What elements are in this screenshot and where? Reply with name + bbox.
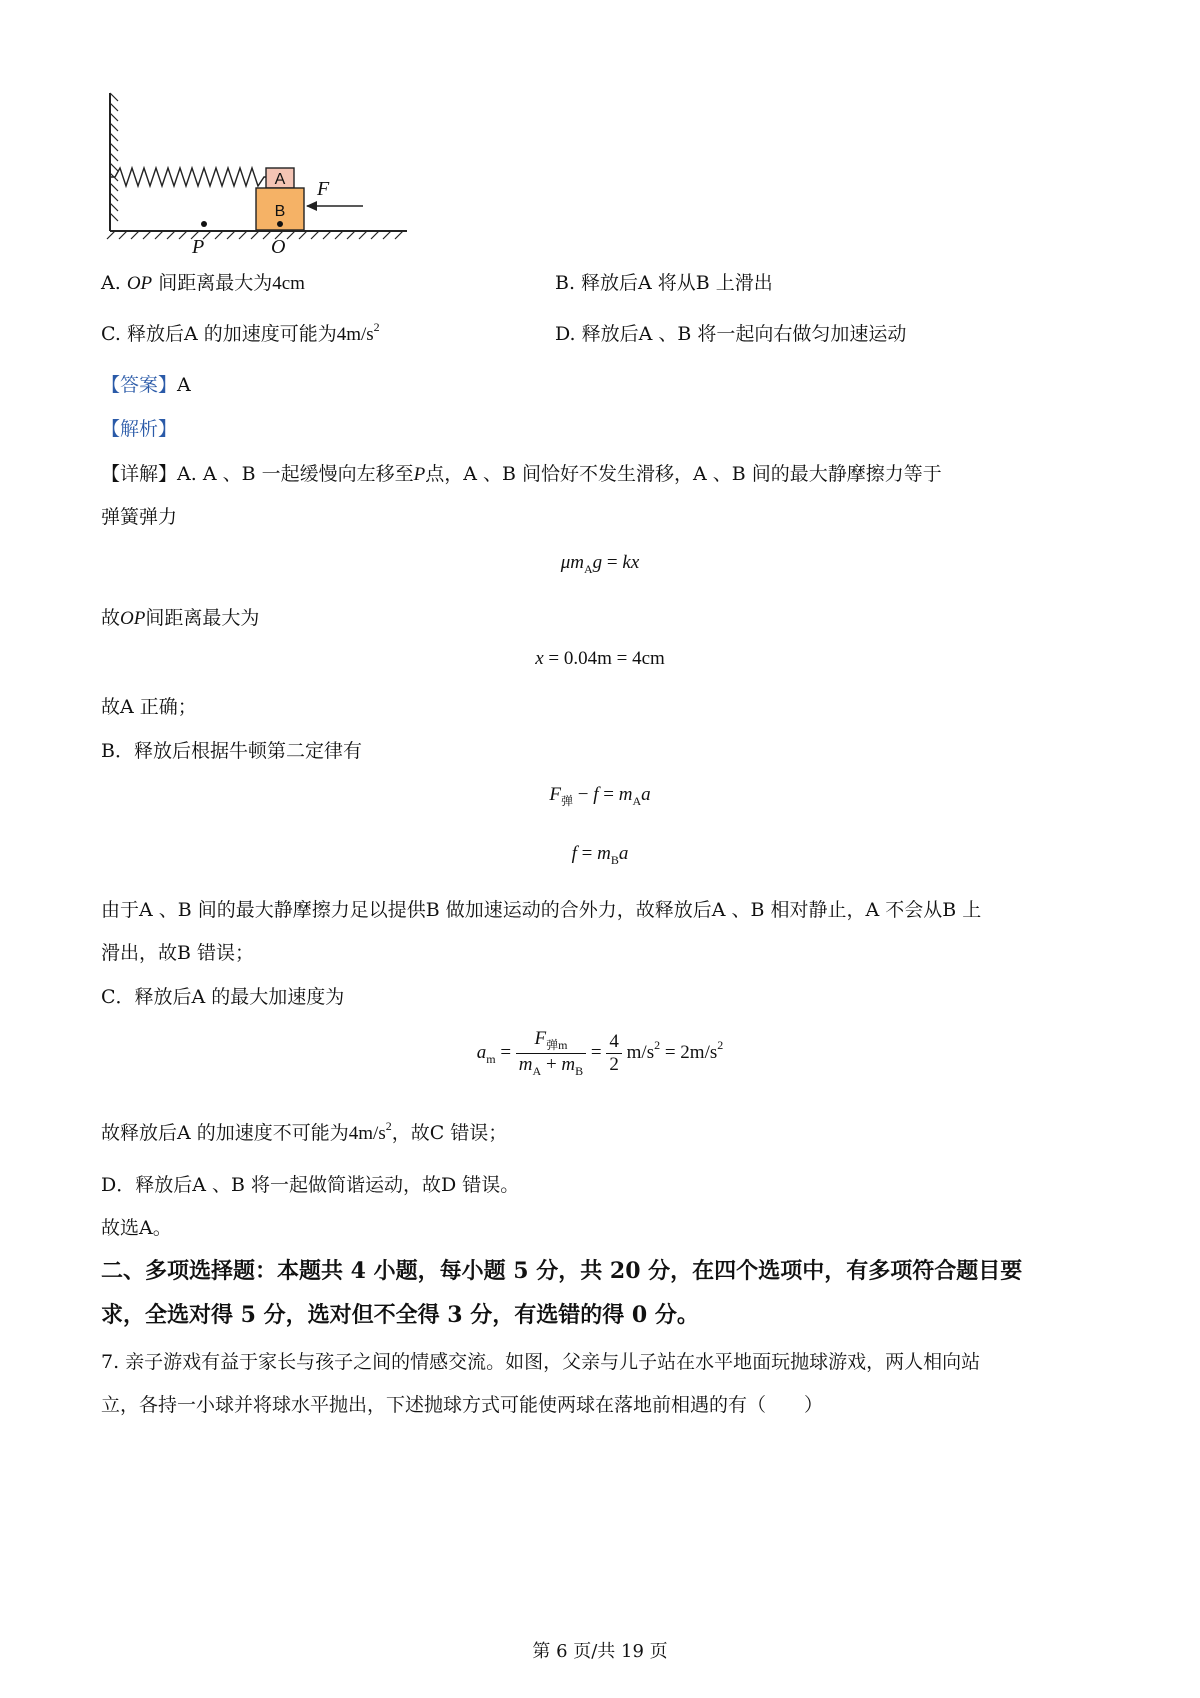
equation-4: $f = m_Ba$	[571, 843, 629, 867]
fraction-force-over-mass: $\frac{F_{弹m}}{m_A + m_B}$	[516, 1028, 586, 1079]
force-label: F	[317, 178, 330, 200]
point-o-dot	[277, 221, 283, 227]
detail-line-7: 滑出，故B 错误；	[101, 942, 255, 964]
detail-line-8: C．释放后A 的最大加速度为	[101, 986, 345, 1008]
force-arrowhead	[306, 201, 317, 211]
detail-line-11: 故选A。	[101, 1217, 172, 1239]
detail-line-3: 故OP间距离最大为	[101, 607, 260, 629]
point-p-dot	[201, 221, 207, 227]
option-b: B. 释放后A 将从B 上滑出	[555, 272, 773, 294]
block-b-label: B	[274, 203, 286, 220]
point-p-label: P	[192, 236, 205, 258]
answer-line: 【答案】A	[101, 374, 191, 396]
equation-5: $a_m$ = $\frac{F_{弹m}}{m_A + m_B}$ = $\frac{4}{2}$ $m/s^2 = 2m/s^2$	[476, 1028, 724, 1078]
equation-1: $\mu m_Ag$ = kx	[560, 552, 640, 576]
detail-line-2: 弹簧弹力	[101, 506, 178, 528]
section2-heading-line-1: 二、多项选择题：本题共 4 小题，每小题 5 分，共 20 分，在四个选项中，有多项符合题目要	[101, 1258, 1023, 1284]
equation-2: x = 0.04m = 4cm	[535, 648, 665, 669]
point-o-label: O	[271, 236, 286, 258]
detail-line-6: 由于A 、B 间的最大静摩擦力足以提供B 做加速运动的合外力，故释放后A 、B 相对静止，A 不会从B 上	[101, 899, 982, 921]
analysis-label: 【解析】	[101, 418, 178, 440]
question-7-line-2: 立，各持一小球并将球水平抛出，下述抛球方式可能使两球在落地前相遇的有（ ）	[101, 1394, 824, 1416]
option-d: D. 释放后A 、B 将一起向右做匀加速运动	[555, 323, 907, 345]
spring-block-diagram	[95, 88, 425, 268]
detail-line-4: 故A 正确；	[101, 696, 197, 718]
block-a-label: A	[274, 171, 286, 188]
spring	[110, 168, 266, 186]
wall-hatching	[110, 93, 118, 221]
floor-hatching	[107, 231, 403, 239]
section2-heading-line-2: 求，全选对得 5 分，选对但不全得 3 分，有选错的得 0 分。	[101, 1302, 699, 1328]
detail-line-10: D．释放后A 、B 将一起做简谐运动，故D 错误。	[101, 1174, 520, 1196]
detail-line-1: 【详解】A. A 、B 一起缓慢向左移至P点，A 、B 间恰好不发生滑移，A 、B 间的最大静摩擦力等于	[101, 463, 942, 485]
detail-line-9: 故释放后A 的加速度不可能为$4m/s^2$，故C 错误；	[101, 1119, 508, 1144]
option-c: C. 释放后A 的加速度可能为$4m/s^2$	[101, 320, 380, 345]
detail-line-5: B．释放后根据牛顿第二定律有	[101, 740, 362, 762]
page-footer: 第 6 页/共 19 页	[532, 1641, 668, 1662]
option-a: A. OP 间距离最大为4cm	[101, 272, 305, 294]
fraction-numeric: $\frac{4}{2}$	[606, 1031, 622, 1076]
question-7-line-1: 7. 亲子游戏有益于家长与孩子之间的情感交流。如图，父亲与儿子站在水平地面玩抛球游戏，两人相向站	[101, 1351, 981, 1373]
equation-3: $F_弹 - f = m_Aa$	[549, 784, 651, 808]
